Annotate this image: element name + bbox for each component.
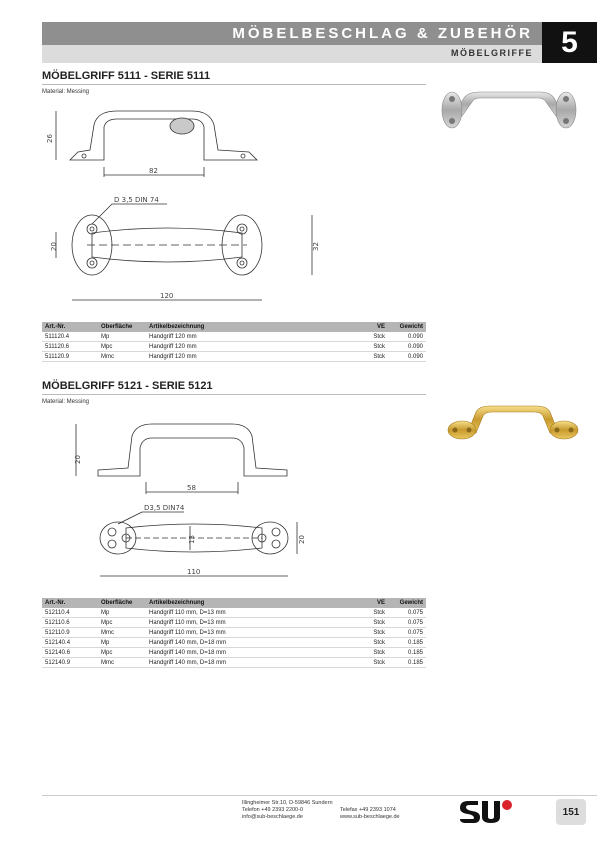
- col-header-surface: Oberfläche: [98, 322, 146, 332]
- dim-height: 26: [46, 134, 54, 143]
- col-header-ve: VE: [352, 598, 388, 608]
- cell-description: Handgriff 140 mm, D=18 mm: [146, 638, 352, 648]
- cell-description: Handgriff 140 mm, D=18 mm: [146, 658, 352, 668]
- cell-ve: Stck: [352, 608, 388, 618]
- cell-description: Handgriff 110 mm, D=13 mm: [146, 628, 352, 638]
- cell-weight: 0.090: [388, 342, 426, 352]
- company-logo: [458, 799, 514, 825]
- col-header-ve: VE: [352, 322, 388, 332]
- dim-span: 82: [149, 167, 158, 175]
- cell-weight: 0.075: [388, 608, 426, 618]
- dim-plate: 32: [312, 242, 320, 251]
- col-header-weight: Gewicht: [388, 322, 426, 332]
- dim-hole: D 3,5 DIN 74: [114, 196, 159, 204]
- table-row: [42, 628, 426, 638]
- table-header-row: [42, 598, 426, 608]
- cell-art-nr: 512110.4: [42, 608, 98, 618]
- col-header-surface: Oberfläche: [98, 598, 146, 608]
- page-title: MÖBELBESCHLAG & ZUBEHÖR: [232, 25, 533, 42]
- cell-surface: Mp: [98, 638, 146, 648]
- cell-description: Handgriff 120 mm: [146, 332, 352, 342]
- footer-divider: [42, 795, 597, 796]
- cell-surface: Mp: [98, 332, 146, 342]
- cell-weight: 0.075: [388, 628, 426, 638]
- col-header-art: Art.-Nr.: [42, 322, 98, 332]
- section-title-5121: MÖBELGRIFF 5121 - SERIE 5121: [42, 380, 213, 392]
- footer-fax: Telefax +49 2393 1074: [340, 807, 396, 813]
- page-subtitle: MÖBELGRIFFE: [451, 48, 533, 58]
- chapter-number: 5: [542, 22, 597, 63]
- footer-web[interactable]: www.sub-beschlaege.de: [340, 814, 400, 820]
- col-header-art: Art.-Nr.: [42, 598, 98, 608]
- dim-height: 20: [74, 455, 82, 464]
- cell-surface: Mmc: [98, 658, 146, 668]
- col-header-weight: Gewicht: [388, 598, 426, 608]
- technical-drawing-5111: [42, 105, 332, 310]
- dim-plate: 20: [298, 535, 306, 544]
- cell-art-nr: 512140.4: [42, 638, 98, 648]
- cell-description: Handgriff 110 mm, D=13 mm: [146, 618, 352, 628]
- cell-weight: 0.185: [388, 648, 426, 658]
- dim-grip: 13: [188, 535, 196, 544]
- cell-ve: Stck: [352, 648, 388, 658]
- technical-drawing-5121: [42, 412, 322, 582]
- cell-surface: Mmc: [98, 628, 146, 638]
- cell-ve: Stck: [352, 352, 388, 362]
- dim-hole: D3,5 DIN74: [144, 504, 185, 512]
- dim-span: 58: [187, 484, 196, 492]
- cell-weight: 0.090: [388, 352, 426, 362]
- cell-art-nr: 511120.6: [42, 342, 98, 352]
- cell-weight: 0.185: [388, 638, 426, 648]
- cell-weight: 0.090: [388, 332, 426, 342]
- cell-description: Handgriff 120 mm: [146, 342, 352, 352]
- cell-surface: Mmc: [98, 352, 146, 362]
- page-number: 151: [556, 799, 586, 825]
- material-label: Material: Messing: [42, 399, 90, 405]
- section-title-5111: MÖBELGRIFF 5111 - SERIE 5111: [42, 70, 211, 82]
- product-photo-5121: [446, 402, 580, 444]
- footer-phone: Telefon +49 2393 2200-0: [242, 807, 304, 813]
- spec-table-5121: [42, 598, 426, 668]
- table-row: [42, 618, 426, 628]
- cell-ve: Stck: [352, 658, 388, 668]
- dim-length: 120: [160, 292, 174, 300]
- cell-art-nr: 512140.9: [42, 658, 98, 668]
- cell-description: Handgriff 110 mm, D=13 mm: [146, 608, 352, 618]
- cell-weight: 0.075: [388, 618, 426, 628]
- cell-art-nr: 512110.9: [42, 628, 98, 638]
- col-header-description: Artikelbezeichnung: [146, 598, 352, 608]
- cell-surface: Mpc: [98, 342, 146, 352]
- table-row: [42, 648, 426, 658]
- footer-address: Illingheimer Str.10, D-59846 Sundern: [242, 800, 333, 806]
- cell-ve: Stck: [352, 332, 388, 342]
- table-row: [42, 332, 426, 342]
- table-row: [42, 352, 426, 362]
- material-label: Material: Messing: [42, 89, 90, 95]
- spec-table-5111: [42, 322, 426, 362]
- product-photo-5111: [440, 88, 578, 133]
- section-divider: [42, 84, 426, 85]
- dim-length: 110: [187, 568, 201, 576]
- cell-art-nr: 511120.9: [42, 352, 98, 362]
- cell-ve: Stck: [352, 628, 388, 638]
- cell-ve: Stck: [352, 342, 388, 352]
- cell-surface: Mpc: [98, 618, 146, 628]
- table-header-row: [42, 322, 426, 332]
- cell-ve: Stck: [352, 618, 388, 628]
- table-row: [42, 608, 426, 618]
- table-row: [42, 342, 426, 352]
- table-row: [42, 638, 426, 648]
- cell-art-nr: 511120.4: [42, 332, 98, 342]
- footer-email[interactable]: info@sub-beschlaege.de: [242, 814, 303, 820]
- dim-width: 20: [50, 242, 58, 251]
- col-header-description: Artikelbezeichnung: [146, 322, 352, 332]
- cell-surface: Mp: [98, 608, 146, 618]
- cell-art-nr: 512140.6: [42, 648, 98, 658]
- cell-art-nr: 512110.6: [42, 618, 98, 628]
- cell-description: Handgriff 120 mm: [146, 352, 352, 362]
- cell-surface: Mpc: [98, 648, 146, 658]
- table-row: [42, 658, 426, 668]
- section-divider: [42, 394, 426, 395]
- cell-weight: 0.185: [388, 658, 426, 668]
- cell-description: Handgriff 140 mm, D=18 mm: [146, 648, 352, 658]
- cell-ve: Stck: [352, 638, 388, 648]
